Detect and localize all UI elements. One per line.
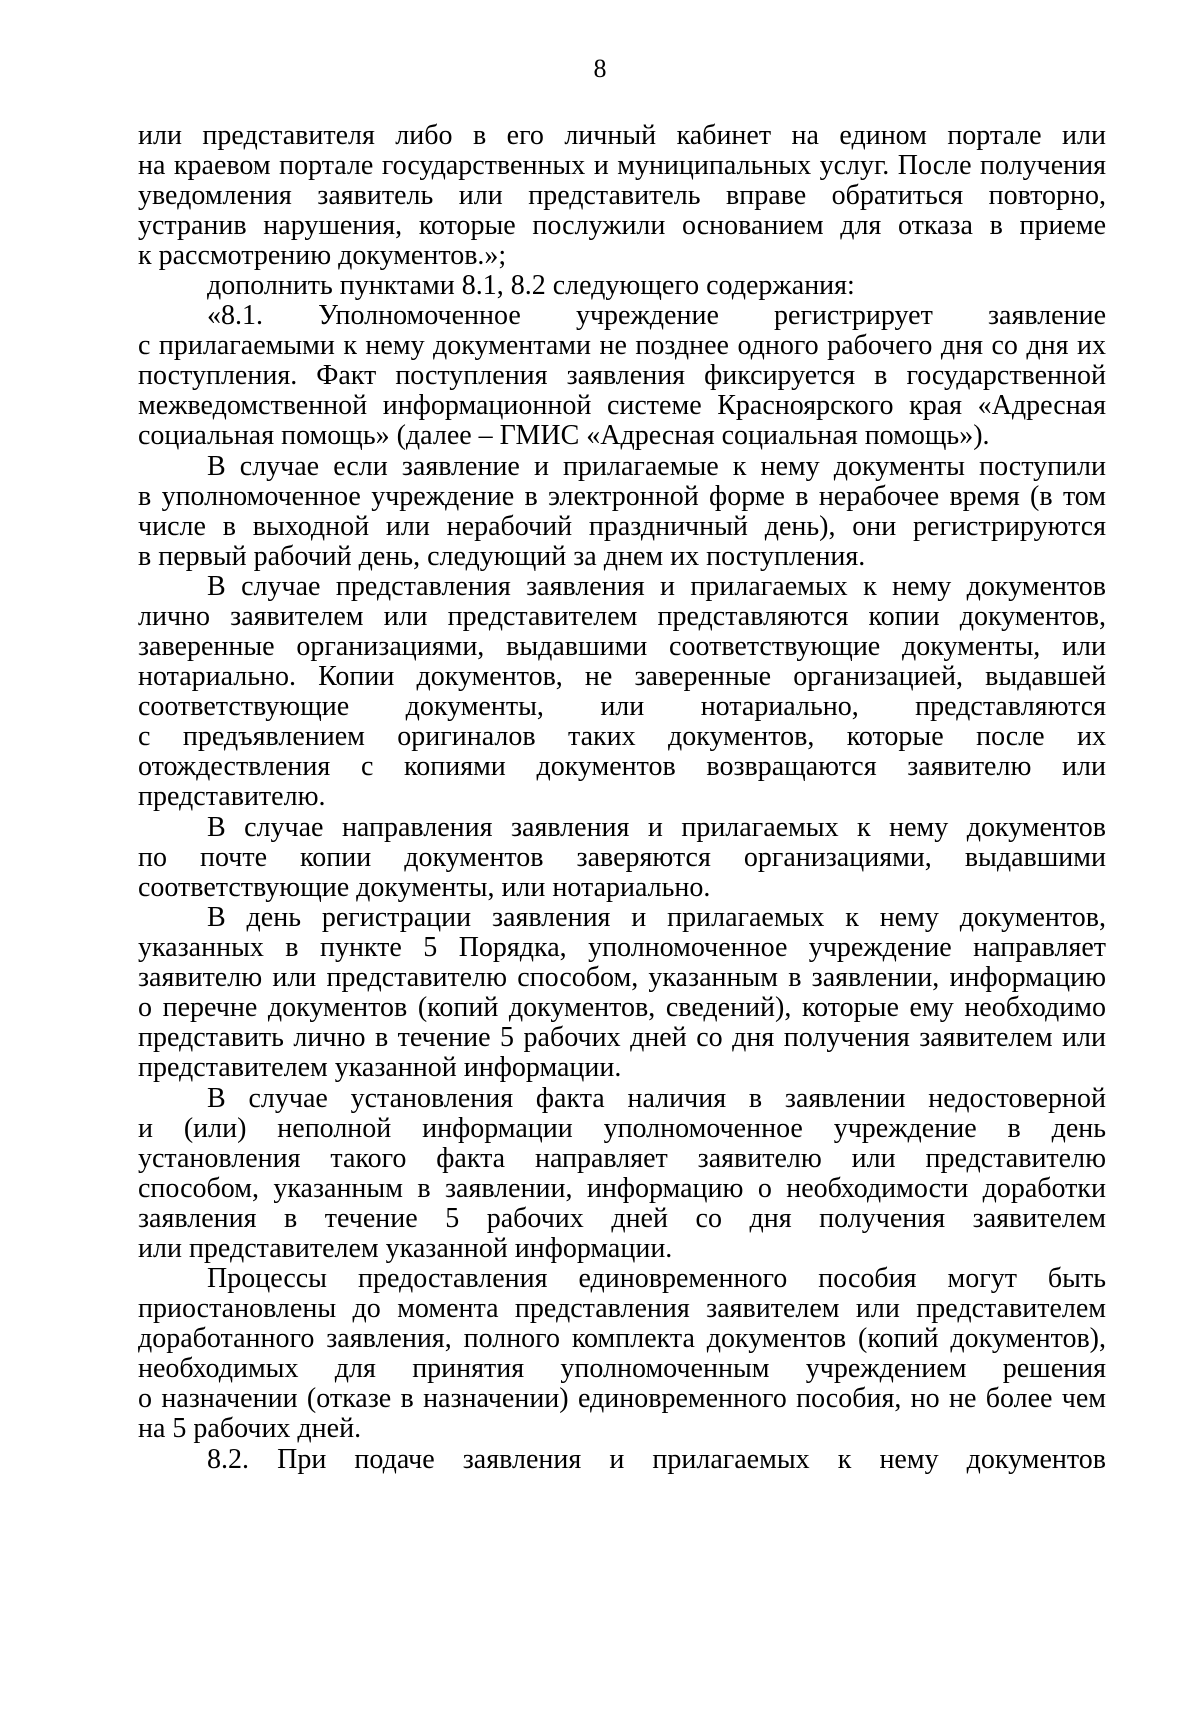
text-line: В случае если заявление и прилагаемые к нему документы поступили (207, 451, 1106, 482)
text-line: представителю. (138, 781, 326, 812)
text-line: необходимых для принятия уполномоченным учреждением решения (138, 1353, 1106, 1384)
text-line: с предъявлением оригиналов таких документов, которые после их (138, 721, 1106, 752)
text-line: Процессы предоставления единовременного пособия могут быть (207, 1263, 1106, 1294)
text-line: или представителем указанной информации. (138, 1233, 673, 1264)
text-line: поступления. Факт поступления заявления фиксируется в государственной (138, 360, 1106, 391)
text-line: приостановлены до момента представления заявителем или представителем (138, 1293, 1106, 1324)
text-line: отождествления с копиями документов возвращаются заявителю или (138, 751, 1106, 782)
text-line: уведомления заявитель или представитель вправе обратиться повторно, (138, 180, 1106, 211)
text-line: В случае направления заявления и прилагаемых к нему документов (207, 812, 1106, 843)
text-line: В случае установления факта наличия в заявлении недостоверной (207, 1083, 1106, 1114)
text-line: В случае представления заявления и прилагаемых к нему документов (207, 571, 1106, 602)
text-line: на 5 рабочих дней. (138, 1413, 362, 1444)
text-line: заверенные организациями, выдавшими соответствующие документы, или (138, 631, 1106, 662)
text-line: В день регистрации заявления и прилагаемых к нему документов, (207, 902, 1106, 933)
text-line: к рассмотрению документов.»; (138, 240, 507, 271)
text-line: 8.2. При подаче заявления и прилагаемых к нему документов (207, 1444, 1106, 1475)
text-line: на краевом портале государственных и муниципальных услуг. После получения (138, 150, 1106, 181)
text-line: устранив нарушения, которые послужили основанием для отказа в приеме (138, 210, 1106, 241)
text-line: о перечне документов (копий документов, сведений), которые ему необходимо (138, 992, 1106, 1023)
text-line: представить лично в течение 5 рабочих дней со дня получения заявителем или (138, 1022, 1106, 1053)
text-line: установления такого факта направляет заявителю или представителю (138, 1143, 1106, 1174)
text-line: соответствующие документы, или нотариально. (138, 872, 711, 903)
page-number: 8 (593, 54, 607, 83)
text-line: и (или) неполной информации уполномоченное учреждение в день (138, 1113, 1106, 1144)
text-line: заявления в течение 5 рабочих дней со дня получения заявителем (138, 1203, 1106, 1234)
text-line: дополнить пунктами 8.1, 8.2 следующего содержания: (207, 270, 855, 301)
text-line: в уполномоченное учреждение в электронной форме в нерабочее время (в том (138, 481, 1106, 512)
text-line: или представителя либо в его личный кабинет на едином портале или (138, 120, 1106, 151)
text-line: о назначении (отказе в назначении) единовременного пособия, но не более чем (138, 1383, 1106, 1414)
text-line: межведомственной информационной системе Красноярского края «Адресная (138, 390, 1106, 421)
text-line: по почте копии документов заверяются организациями, выдавшими (138, 842, 1106, 873)
text-line: в первый рабочий день, следующий за днем их поступления. (138, 541, 866, 572)
text-line: числе в выходной или нерабочий праздничный день), они регистрируются (138, 511, 1106, 542)
text-line: заявителю или представителю способом, указанным в заявлении, информацию (138, 962, 1106, 993)
text-line: «8.1. Уполномоченное учреждение регистрирует заявление (207, 300, 1106, 331)
text-line: представителем указанной информации. (138, 1052, 622, 1083)
text-line: указанных в пункте 5 Порядка, уполномоченное учреждение направляет (138, 932, 1106, 963)
text-line: лично заявителем или представителем представляются копии документов, (138, 601, 1106, 632)
text-line: с прилагаемыми к нему документами не позднее одного рабочего дня со дня их (138, 330, 1106, 361)
text-line: нотариально. Копии документов, не заверенные организацией, выдавшей (138, 661, 1106, 692)
text-line: способом, указанным в заявлении, информацию о необходимости доработки (138, 1173, 1106, 1204)
text-line: социальная помощь» (далее – ГМИС «Адресная социальная помощь»). (138, 420, 990, 451)
text-line: соответствующие документы, или нотариально, представляются (138, 691, 1106, 722)
text-line: доработанного заявления, полного комплекта документов (копий документов), (138, 1323, 1106, 1354)
